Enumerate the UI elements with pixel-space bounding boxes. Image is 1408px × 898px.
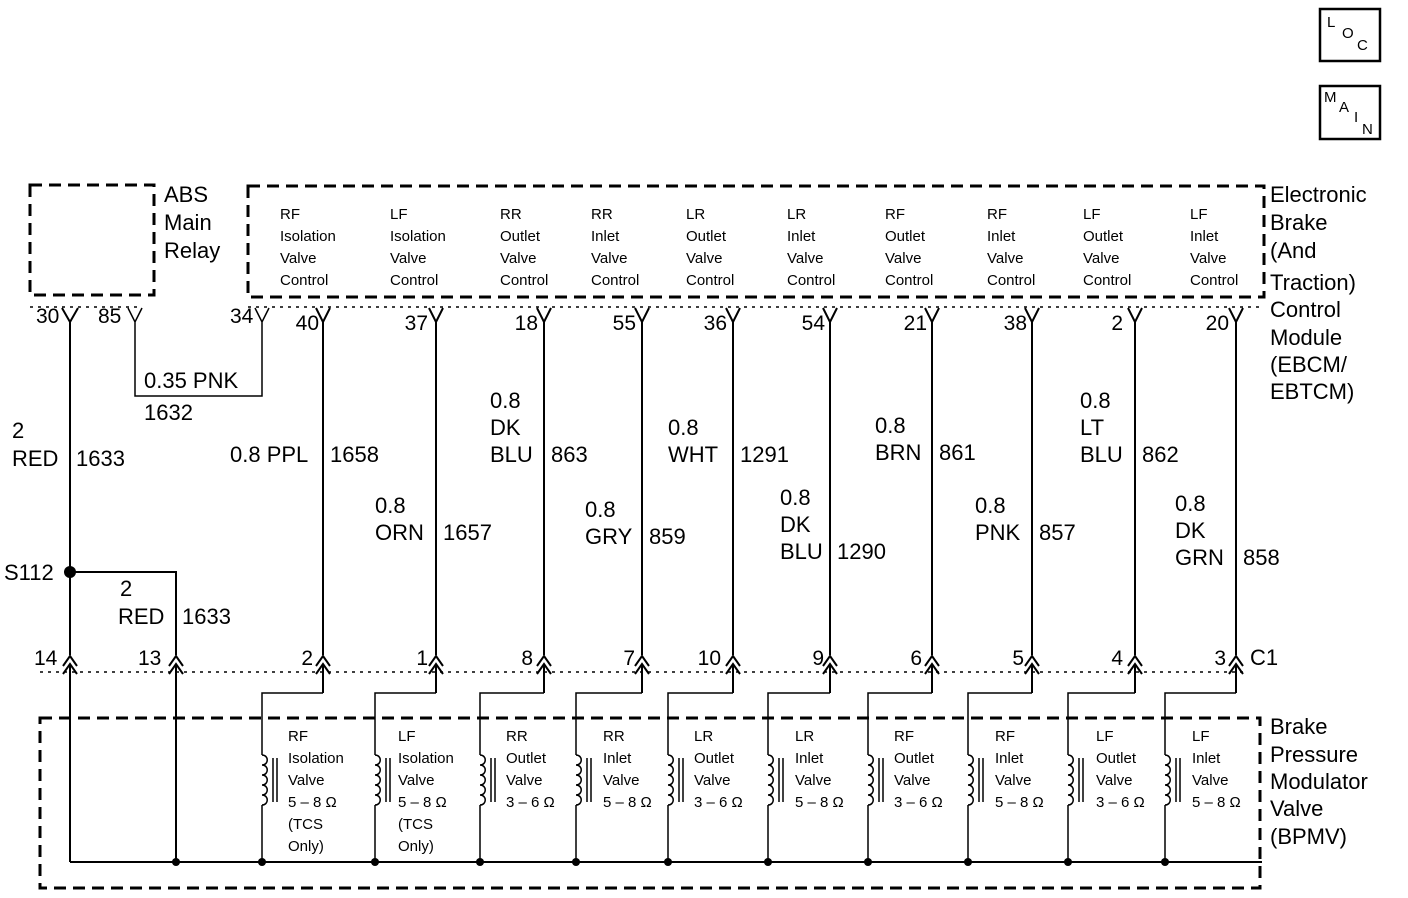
ebcm-block-7-line-3: Valve	[885, 250, 922, 267]
ebcm-block-1-line-1: RF	[280, 206, 300, 223]
ebcm-pin-40: 40	[295, 312, 319, 335]
bpmv-valve-2-line-3: Valve	[398, 772, 435, 789]
svg-text:I: I	[1354, 109, 1359, 126]
wire-863-gauge-line-1: 0.8	[490, 388, 521, 413]
ebcm-block-1-line-4: Control	[280, 272, 329, 289]
bpmv-valve-4-line-3: Valve	[603, 772, 640, 789]
ebcm-block-6-line-2: Inlet	[787, 228, 816, 245]
bpmv-valve-5-line-4: 3 – 6 Ω	[694, 794, 743, 811]
svg-text:C: C	[1357, 37, 1368, 54]
bpmv-valve-6-line-4: 5 – 8 Ω	[795, 794, 844, 811]
ebcm-pin-21: 21	[903, 312, 927, 335]
wire-861-gauge-line-2: BRN	[875, 440, 922, 465]
ebcm-block-10-line-4: Control	[1190, 272, 1239, 289]
wire-1657-circuit-number: 1657	[443, 520, 492, 545]
ebcm-block-10-line-1: LF	[1190, 206, 1208, 223]
ebcm-block-2-line-4: Control	[390, 272, 439, 289]
bpmv-valve-3-line-2: Outlet	[506, 750, 547, 767]
ebcm-block-8-line-1: RF	[987, 206, 1007, 223]
bpmv-valve-6-line-2: Inlet	[795, 750, 824, 767]
bpmv-valve-5-line-2: Outlet	[694, 750, 735, 767]
wire-863-circuit-number: 863	[551, 442, 588, 467]
wire-858-gauge-line-2: DK	[1175, 518, 1206, 543]
bpmv-valve-8-line-1: RF	[995, 728, 1015, 745]
wire-1658-circuit-number: 1658	[330, 442, 379, 467]
svg-text:N: N	[1362, 121, 1373, 138]
wire-1290-gauge-line-2: DK	[780, 512, 811, 537]
ebcm-block-5-line-2: Outlet	[686, 228, 727, 245]
svg-text:O: O	[1342, 25, 1354, 42]
ebcm-block-4-line-4: Control	[591, 272, 640, 289]
wire-861-gauge-line-1: 0.8	[875, 413, 906, 438]
ebcm-label-line7: (EBCM/	[1270, 352, 1347, 377]
wire-858-gauge-line-1: 0.8	[1175, 491, 1206, 516]
ebcm-label-line2: Brake	[1270, 210, 1328, 235]
relay-pin-30-wire[interactable]	[62, 308, 78, 572]
bpmv-valve-9-line-1: LF	[1096, 728, 1114, 745]
bpmv-valve-5-line-1: LR	[694, 728, 714, 745]
pnk-wire-label: 0.35 PNK	[144, 368, 239, 393]
ebcm-label-line8: EBTCM)	[1270, 379, 1355, 404]
wire-1290-gauge-line-3: BLU	[780, 539, 823, 564]
branch-color: RED	[118, 604, 165, 629]
bpmv-valve-5-line-3: Valve	[694, 772, 731, 789]
c1-pin-5: 5	[1012, 647, 1024, 670]
ebcm-block-3-line-4: Control	[500, 272, 549, 289]
bpmv-valve-9-line-2: Outlet	[1096, 750, 1137, 767]
ebcm-block-5-line-3: Valve	[686, 250, 723, 267]
bpmv-valve-2-line-6: Only)	[398, 838, 434, 855]
ebcm-block-7-line-1: RF	[885, 206, 905, 223]
feed-color: RED	[12, 446, 59, 471]
bpmv-valve-2-line-2: Isolation	[398, 750, 454, 767]
bpmv-valve-6-line-3: Valve	[795, 772, 832, 789]
ebcm-pin-36: 36	[703, 312, 727, 335]
ebcm-block-2-line-1: LF	[390, 206, 408, 223]
wire-858-gauge-line-3: GRN	[1175, 545, 1224, 570]
ebcm-block-3-line-2: Outlet	[500, 228, 541, 245]
wire-857-gauge-line-1: 0.8	[975, 493, 1006, 518]
ebcm-block-8-line-4: Control	[987, 272, 1036, 289]
bpmv-valve-4-line-1: RR	[603, 728, 625, 745]
wire-1290-circuit-number: 1290	[837, 539, 886, 564]
ebcm-block-2-line-2: Isolation	[390, 228, 446, 245]
wire-862-circuit-number: 862	[1142, 442, 1179, 467]
feed-circuit: 1633	[76, 446, 125, 471]
bpmv-valve-8-line-4: 5 – 8 Ω	[995, 794, 1044, 811]
relay-pin-30: 30	[36, 305, 60, 328]
ebcm-pin-55: 55	[612, 312, 636, 335]
svg-text:M: M	[1324, 89, 1337, 106]
ebcm-block-3-line-3: Valve	[500, 250, 537, 267]
wire-859-gauge-line-2: GRY	[585, 524, 633, 549]
wire-1290-gauge-line-1: 0.8	[780, 485, 811, 510]
ebcm-block-5-line-4: Control	[686, 272, 735, 289]
abs-main-relay-box	[30, 185, 154, 295]
bpmv-valve-7-line-3: Valve	[894, 772, 931, 789]
ebcm-pin-20: 20	[1205, 312, 1229, 335]
wire-862-gauge-line-1: 0.8	[1080, 388, 1111, 413]
ebcm-block-6-line-1: LR	[787, 206, 807, 223]
ebcm-block-6-line-4: Control	[787, 272, 836, 289]
ebcm-block-1-line-2: Isolation	[280, 228, 336, 245]
ebcm-block-10-line-3: Valve	[1190, 250, 1227, 267]
ebcm-block-4-line-1: RR	[591, 206, 613, 223]
ebcm-block-8-line-3: Valve	[987, 250, 1024, 267]
ebcm-label-line6: Module	[1270, 325, 1343, 350]
relay-pin-85: 85	[98, 305, 122, 328]
bpmv-valve-8-line-3: Valve	[995, 772, 1032, 789]
bpmv-valve-1-line-5: (TCS	[288, 816, 323, 833]
ebcm-label-line5: Control	[1270, 297, 1341, 322]
ebcm-block-5-line-1: LR	[686, 206, 706, 223]
bpmv-valve-1-line-3: Valve	[288, 772, 325, 789]
c1-pin-13: 13	[138, 647, 162, 670]
relay-label-line3: Relay	[164, 238, 221, 263]
ebcm-block-10-line-2: Inlet	[1190, 228, 1219, 245]
svg-text:L: L	[1327, 14, 1336, 31]
main-button[interactable]	[1320, 86, 1380, 139]
c1-pin-9: 9	[812, 647, 824, 670]
c1-pin-8: 8	[521, 647, 533, 670]
wire-1658-gauge-line-1: 0.8 PPL	[230, 442, 309, 467]
ebcm-block-9-line-1: LF	[1083, 206, 1101, 223]
c1-pin-1: 1	[416, 647, 428, 670]
c1-pin-14: 14	[34, 647, 58, 670]
ebcm-pin-18: 18	[514, 312, 538, 335]
bpmv-valve-2-line-5: (TCS	[398, 816, 433, 833]
bpmv-valve-9-line-3: Valve	[1096, 772, 1133, 789]
ebcm-block-9-line-4: Control	[1083, 272, 1132, 289]
bpmv-valve-1-line-4: 5 – 8 Ω	[288, 794, 337, 811]
ebcm-label-line4: Traction)	[1270, 270, 1356, 295]
wire-1291-gauge-line-1: 0.8	[668, 415, 699, 440]
bpmv-valve-1-line-6: Only)	[288, 838, 324, 855]
bpmv-valve-7-line-1: RF	[894, 728, 914, 745]
feed-gauge: 2	[12, 418, 25, 443]
c1-pin-2: 2	[301, 647, 313, 670]
ebcm-label-line3: (And	[1270, 238, 1317, 263]
bpmv-valve-9-line-4: 3 – 6 Ω	[1096, 794, 1145, 811]
ebcm-pin-54: 54	[801, 312, 825, 335]
bpmv-valve-4-line-2: Inlet	[603, 750, 632, 767]
ebcm-pin-37: 37	[404, 312, 428, 335]
ebcm-block-7-line-4: Control	[885, 272, 934, 289]
wire-859-gauge-line-1: 0.8	[585, 497, 616, 522]
wire-1291-gauge-line-2: WHT	[668, 442, 719, 467]
c1-pin-3: 3	[1214, 647, 1226, 670]
bpmv-valve-10-line-4: 5 – 8 Ω	[1192, 794, 1241, 811]
bpmv-valve-1-line-2: Isolation	[288, 750, 344, 767]
ebcm-block-9-line-2: Outlet	[1083, 228, 1124, 245]
ebcm-block-9-line-3: Valve	[1083, 250, 1120, 267]
bpmv-valve-10-line-1: LF	[1192, 728, 1210, 745]
bpmv-valve-8-line-2: Inlet	[995, 750, 1024, 767]
bpmv-valve-7-line-2: Outlet	[894, 750, 935, 767]
wire-858-circuit-number: 858	[1243, 545, 1280, 570]
c1-pin-7: 7	[623, 647, 635, 670]
ebcm-block-8-line-2: Inlet	[987, 228, 1016, 245]
bpmv-valve-1-line-1: RF	[288, 728, 308, 745]
wire-862-gauge-line-3: BLU	[1080, 442, 1123, 467]
c1-pin-10: 10	[697, 647, 721, 670]
bpmv-valve-4-line-4: 5 – 8 Ω	[603, 794, 652, 811]
c1-label: C1	[1250, 645, 1279, 670]
loc-button[interactable]	[1320, 9, 1380, 61]
wire-1657-gauge-line-2: ORN	[375, 520, 424, 545]
bpmv-valve-7-line-4: 3 – 6 Ω	[894, 794, 943, 811]
ebcm-block-4-line-2: Inlet	[591, 228, 620, 245]
branch-circuit: 1633	[182, 604, 231, 629]
ebcm-block-1-line-3: Valve	[280, 250, 317, 267]
bpmv-label-line4: Valve	[1270, 796, 1324, 821]
ebcm-pin-38: 38	[1003, 312, 1027, 335]
ebcm-pin-2: 2	[1111, 312, 1123, 335]
bpmv-label-line3: Modulator	[1270, 769, 1368, 794]
wire-863-gauge-line-2: DK	[490, 415, 521, 440]
bpmv-label-line5: (BPMV)	[1270, 824, 1347, 849]
bpmv-valve-10-line-3: Valve	[1192, 772, 1229, 789]
wire-861-circuit-number: 861	[939, 440, 976, 465]
bpmv-label-line1: Brake	[1270, 714, 1328, 739]
relay-label-line2: Main	[164, 210, 212, 235]
splice-label: S112	[4, 560, 54, 585]
wire-862-gauge-line-2: LT	[1080, 415, 1105, 440]
ebcm-block-2-line-3: Valve	[390, 250, 427, 267]
bpmv-valve-3-line-1: RR	[506, 728, 528, 745]
ebcm-block-7-line-2: Outlet	[885, 228, 926, 245]
bpmv-valve-2-line-1: LF	[398, 728, 416, 745]
wire-859-circuit-number: 859	[649, 524, 686, 549]
wire-863-gauge-line-3: BLU	[490, 442, 533, 467]
c1-pin-4: 4	[1111, 647, 1123, 670]
ebcm-label-line1: Electronic	[1270, 182, 1367, 207]
svg-text:A: A	[1339, 99, 1350, 116]
wire-857-circuit-number: 857	[1039, 520, 1076, 545]
wire-1657-gauge-line-1: 0.8	[375, 493, 406, 518]
bpmv-valve-10-line-2: Inlet	[1192, 750, 1221, 767]
branch-gauge: 2	[120, 576, 133, 601]
pnk-wire-circuit: 1632	[144, 400, 193, 425]
relay-label-line1: ABS	[164, 182, 209, 207]
ebcm-block-6-line-3: Valve	[787, 250, 824, 267]
ebcm-block-3-line-1: RR	[500, 206, 522, 223]
bpmv-valve-6-line-1: LR	[795, 728, 815, 745]
wire-857-gauge-line-2: PNK	[975, 520, 1021, 545]
wire-1291-circuit-number: 1291	[740, 442, 789, 467]
bpmv-valve-3-line-4: 3 – 6 Ω	[506, 794, 555, 811]
ebcm-pin-34: 34	[230, 305, 254, 328]
bpmv-label-line2: Pressure	[1270, 742, 1359, 767]
c1-pin-6: 6	[910, 647, 922, 670]
bpmv-valve-3-line-3: Valve	[506, 772, 543, 789]
bpmv-valve-2-line-4: 5 – 8 Ω	[398, 794, 447, 811]
ebcm-block-4-line-3: Valve	[591, 250, 628, 267]
